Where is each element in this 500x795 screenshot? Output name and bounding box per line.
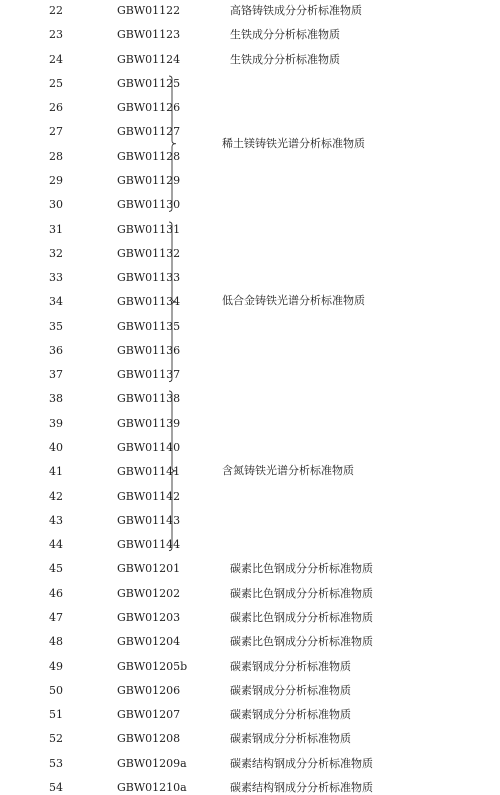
group-brace <box>168 222 180 382</box>
brace-path <box>169 391 176 551</box>
row-number: 48 <box>49 635 63 649</box>
material-code: GBW01139 <box>117 416 181 430</box>
material-code: GBW01209a <box>117 756 187 770</box>
material-name: 碳素钢成分分析标准物质 <box>230 659 351 673</box>
row-number: 36 <box>49 343 63 357</box>
material-code: GBW01133 <box>117 271 181 285</box>
row-number: 25 <box>49 76 63 90</box>
material-code: GBW01131 <box>117 222 181 236</box>
row-number: 26 <box>49 101 63 115</box>
material-code: GBW01132 <box>117 246 181 260</box>
row-number: 27 <box>49 125 63 139</box>
material-code: GBW01143 <box>117 513 181 527</box>
row-number: 32 <box>49 246 63 260</box>
material-code: GBW01142 <box>117 489 181 503</box>
material-code: GBW01126 <box>117 101 181 115</box>
row-number: 46 <box>49 586 63 600</box>
material-code: GBW01138 <box>117 392 181 406</box>
material-code: GBW01144 <box>117 538 181 552</box>
row-number: 54 <box>49 780 63 794</box>
row-number: 47 <box>49 611 63 624</box>
group-material-name: 稀土镁铸铁光谱分析标准物质 <box>222 136 365 150</box>
row-number: 34 <box>49 295 63 309</box>
row-number: 28 <box>49 149 63 163</box>
material-name: 碳素钢成分分析标准物质 <box>230 683 351 697</box>
material-name: 碳素结构钢成分分析标准物质 <box>230 780 373 794</box>
material-code: GBW01127 <box>117 125 181 139</box>
material-code: GBW01210a <box>117 780 187 794</box>
material-code: GBW01129 <box>117 173 181 187</box>
row-number: 49 <box>49 659 63 673</box>
material-name: 碳素结构钢成分分析标准物质 <box>230 756 373 770</box>
material-code: GBW01134 <box>117 295 181 309</box>
material-code: GBW01140 <box>117 441 181 455</box>
row-number: 50 <box>49 683 63 697</box>
row-number: 43 <box>49 513 63 527</box>
material-name: 碳素比色钢成分分析标准物质 <box>230 586 373 600</box>
row-number: 29 <box>49 173 63 187</box>
material-code: GBW01125 <box>117 76 181 90</box>
group-material-name: 低合金铸铁光谱分析标准物质 <box>222 294 365 308</box>
material-name: 生铁成分分析标准物质 <box>230 52 340 66</box>
material-name: 高铬铸铁成分分析标准物质 <box>230 4 362 17</box>
row-number: 41 <box>49 465 63 479</box>
row-number: 44 <box>49 538 63 552</box>
material-code: GBW01141 <box>117 465 181 479</box>
row-number: 33 <box>49 271 63 285</box>
material-code: GBW01130 <box>117 198 181 212</box>
row-number: 24 <box>49 52 63 66</box>
material-code: GBW01136 <box>117 343 181 357</box>
material-code: GBW01208 <box>117 732 181 746</box>
material-code: GBW01202 <box>117 586 181 600</box>
row-number: 31 <box>49 222 63 236</box>
row-number: 30 <box>49 198 63 212</box>
row-number: 51 <box>49 708 63 722</box>
row-number: 38 <box>49 392 63 406</box>
material-code: GBW01137 <box>117 368 181 382</box>
material-name: 碳素钢成分分析标准物质 <box>230 708 351 722</box>
material-code: GBW01124 <box>117 52 181 66</box>
row-number: 35 <box>49 319 63 333</box>
material-code: GBW01135 <box>117 319 181 333</box>
row-number: 53 <box>49 756 63 770</box>
row-number: 52 <box>49 732 63 746</box>
material-code: GBW01122 <box>117 4 181 17</box>
row-number: 40 <box>49 441 63 455</box>
material-name: 碳素比色钢成分分析标准物质 <box>230 635 373 649</box>
row-number: 37 <box>49 368 63 382</box>
material-code: GBW01128 <box>117 149 181 163</box>
group-brace <box>168 76 180 211</box>
material-name: 碳素比色钢成分分析标准物质 <box>230 611 373 624</box>
group-brace <box>168 391 180 551</box>
material-code: GBW01206 <box>117 683 181 697</box>
material-code: GBW01205b <box>117 659 188 673</box>
row-number: 39 <box>49 416 63 430</box>
material-code: GBW01204 <box>117 635 181 649</box>
group-material-name: 含氮铸铁光谱分析标准物质 <box>222 464 354 478</box>
row-number: 45 <box>49 562 63 576</box>
row-number: 42 <box>49 489 63 503</box>
material-name: 生铁成分分析标准物质 <box>230 28 340 42</box>
material-name: 碳素比色钢成分分析标准物质 <box>230 562 373 576</box>
material-code: GBW01203 <box>117 611 181 624</box>
material-name: 碳素钢成分分析标准物质 <box>230 732 351 746</box>
row-number: 22 <box>49 4 63 17</box>
material-code: GBW01123 <box>117 28 181 42</box>
brace-path <box>169 222 176 382</box>
material-code: GBW01207 <box>117 708 181 722</box>
material-code: GBW01201 <box>117 562 181 576</box>
brace-path <box>169 76 176 211</box>
row-number: 23 <box>49 28 63 42</box>
